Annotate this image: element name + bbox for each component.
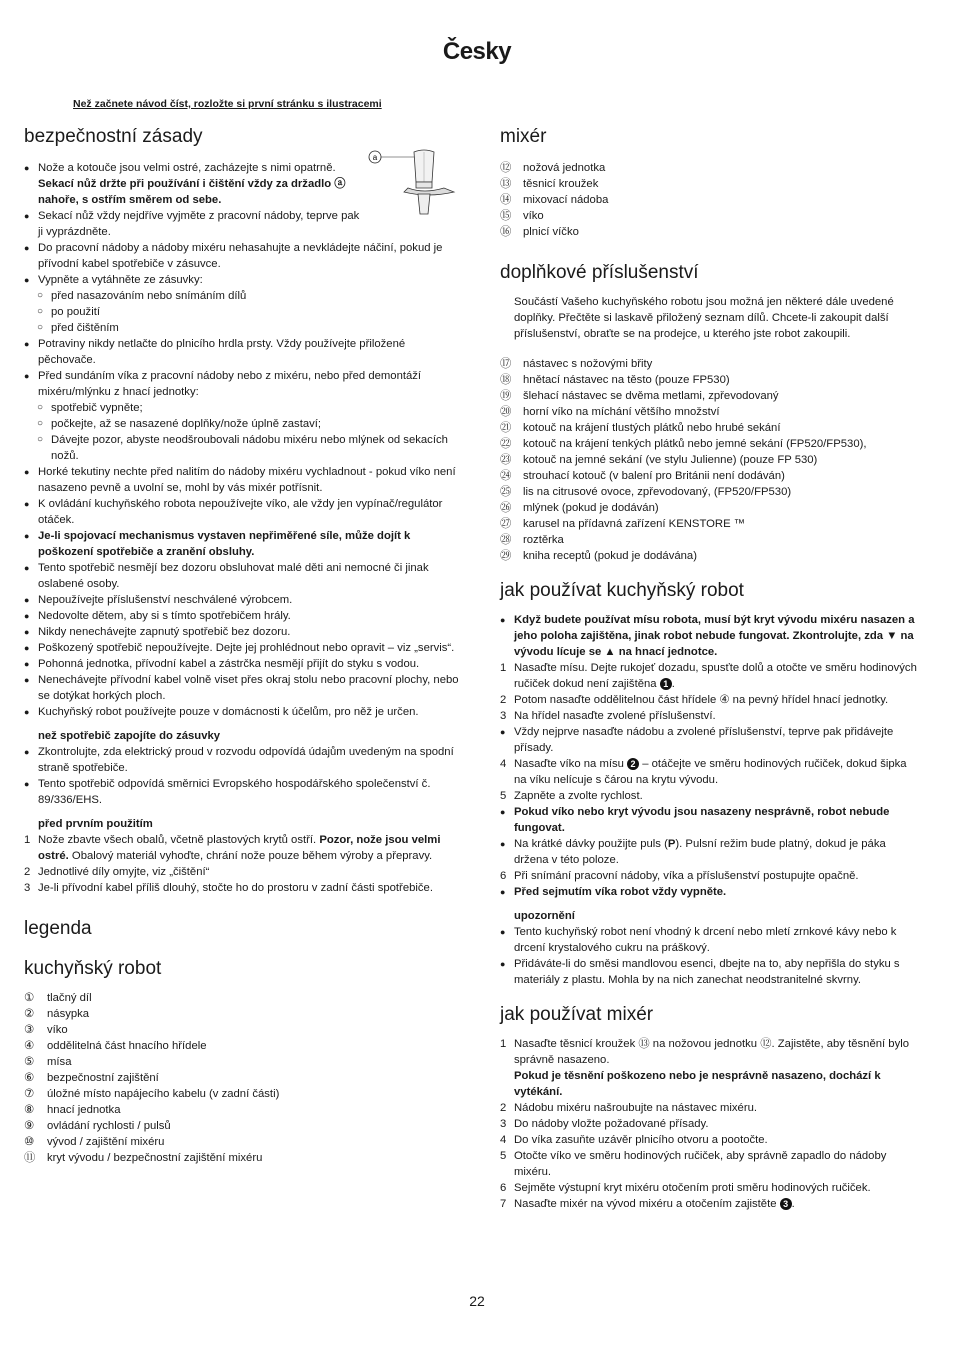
first-use-heading: před prvním použitím: [38, 818, 153, 830]
safety-bullet: [24, 672, 460, 704]
safety-text: Nedovolte dětem, aby si s tímto spotřebičem hrály.: [38, 610, 291, 622]
step-text: – otáčejte ve směru hodinových ručiček, dokud šipka na víku nelícuje s čárou na krytu vývodu.: [514, 758, 907, 786]
legend-number: ㉙: [500, 550, 512, 562]
step-text: Obalový materiál vyhoďte, chrání nože pouze během výroby a přepravy.: [71, 850, 433, 862]
step-text: Jednotlivé díly omyjte, viz „čištění“: [38, 866, 210, 878]
step-text: Je-li přívodní kabel příliš dlouhý, stočte ho do prostoru v zadní části spotřebiče.: [38, 882, 433, 894]
legend-label: násypka: [47, 1008, 90, 1020]
legend-number: ㉘: [500, 534, 512, 546]
legend-item: [24, 990, 460, 1006]
safety-bullet: [24, 272, 460, 288]
safety-text: Sekací nůž vždy nejdříve vyjměte z pracovní nádoby, teprve pak ji vyprázdněte.: [38, 210, 360, 238]
step-text-bold: Pokud je těsnění poškozeno nebo je nesprávně nasazeno, dochází k vytékání.: [514, 1070, 881, 1098]
step-text: Nasaďte víko na mísu: [514, 758, 624, 770]
legend-item: [500, 224, 920, 240]
bullet-text-bold: Pokud víko nebo kryt vývodu jsou nasazeny nesprávně, robot nebude fungovat.: [514, 806, 890, 834]
step-text: Na hřídel nasaďte zvolené příslušenství.: [514, 710, 716, 722]
safety-sub-bullet: ○ po použití: [24, 304, 460, 320]
plug-bullet: [24, 744, 460, 776]
legend-item: [24, 1086, 460, 1102]
legend-label: lis na citrusové ovoce, zpřevodovaný, (FP520/FP530): [523, 486, 792, 498]
plug-text: Tento spotřebič odpovídá směrnici Evropského hospodářského společenství č. 89/336/EHS.: [38, 778, 431, 806]
legend-number: ⑧: [24, 1104, 35, 1116]
plug-text: Zkontrolujte, zda elektrický proud v rozvodu odpovídá údajům uvedeným na spodní straně spotřebiče.: [38, 746, 454, 774]
legend-number: ㉑: [500, 422, 512, 434]
safety-bullet: [24, 208, 460, 240]
use-robot-step: 5 Zapněte a zvolte rychlost.: [500, 790, 643, 802]
bullet-text: ). Pulsní režim bude platný, dokud je páka držena v této poloze.: [514, 838, 886, 866]
use-mixer-step: 4 Do víka zasuňte uzávěr plnicího otvoru a pootočte.: [500, 1134, 768, 1146]
step-text-bold: Pozor, nože jsou velmi ostré.: [38, 834, 441, 862]
step-badge-icon: 1: [660, 678, 672, 690]
legend-number: ㉕: [500, 486, 512, 498]
legend-item: [24, 1022, 460, 1038]
safety-bullet: [24, 528, 460, 560]
legend-label: mixovací nádoba: [523, 194, 609, 206]
legend-item: [24, 1118, 460, 1134]
legend-label: těsnicí kroužek: [523, 178, 599, 190]
legend-item: [500, 176, 920, 192]
use-robot-bullet: [500, 884, 920, 900]
legend-label: strouhací kotouč (v balení pro Británii není dodáván): [523, 470, 785, 482]
warning-heading: upozornění: [514, 910, 575, 922]
legend-label: ovládání rychlosti / pulsů: [47, 1120, 171, 1132]
use-robot-step: 4 Nasaďte víko na mísu 2 – otáčejte ve směru hodinových ručiček, dokud šipka na víku nelícuje s čárou na krytu vývodu.: [500, 758, 907, 786]
bullet-text: Na krátké dávky použijte puls (: [514, 838, 668, 850]
legend-label: bezpečnostní zajištění: [47, 1072, 159, 1084]
safety-bullet: [24, 336, 460, 368]
legend-number: ⑳: [500, 406, 512, 418]
step-text: Nasaďte těsnicí kroužek ⑬ na nožovou jednotku ⑫. Zajistěte, aby těsnění bylo správně nasazeno.: [514, 1038, 910, 1066]
legend-label: šlehací nástavec se dvěma metlami, zpřevodovaný: [523, 390, 779, 402]
legend-number: ⑲: [500, 390, 512, 402]
warning-text: Tento kuchyňský robot není vhodný k drcení nebo mletí zrnkové kávy nebo k drcení krystalového cukru na práškový.: [514, 926, 897, 954]
legend-label: mlýnek (pokud je dodáván): [523, 502, 659, 514]
legend-number: ㉗: [500, 518, 512, 530]
legend-item: [500, 548, 920, 564]
legend-label: kotouč na krájení tenkých plátků nebo jemné sekání (FP520/FP530),: [523, 438, 867, 450]
intro-text: Když budete používat mísu robota, musí být kryt vývodu mixéru nasazen a jeho poloha zajištěna, jinak robot nebude fungovat. Zkontrolujte, zda ▼ na vývodu lícuje se ▲ na hnací jednotce.: [514, 614, 915, 658]
warning-bullet: [500, 956, 920, 988]
legend-number: ⑫: [500, 162, 512, 174]
legend-number: ⑯: [500, 226, 512, 238]
legend-number: ㉒: [500, 438, 512, 450]
legend-label: kniha receptů (pokud je dodávána): [523, 550, 697, 562]
use-robot-intro: [500, 612, 920, 660]
safety-bullet: [24, 592, 460, 608]
legend-number: ⑥: [24, 1072, 35, 1084]
legend-label: nožová jednotka: [523, 162, 606, 174]
safety-text-bold: Sekací nůž držte při používání i čištění vždy za držadlo ⓐ nahoře, s ostřím směrem od sebe.: [38, 178, 346, 206]
step-text: Při snímání pracovní nádoby, víka a příslušenství postupujte opačně.: [514, 870, 859, 882]
safety-bullet: [24, 560, 460, 592]
safety-sub-bullet: ○ spotřebič vypněte;: [24, 400, 460, 416]
legend-number: ㉖: [500, 502, 512, 514]
safety-text-bold: Je-li spojovací mechanismus vystaven nepřiměřené síle, může dojít k poškození spotřebiče a zranění obsluhy.: [38, 530, 411, 558]
step-text: Potom nasaďte oddělitelnou část hřídele ④ na pevný hřídel hnací jednotky.: [514, 694, 889, 706]
safety-text: Nepoužívejte příslušenství neschválené výrobcem.: [38, 594, 293, 606]
warning-text: Přidáváte-li do směsi mandlovou esenci, dbejte na to, aby nepřišla do styku s materiály z plastu. Mohla by na nich zanechat neodstranitelné skvrny.: [514, 958, 900, 986]
step-text: Nádobu mixéru našroubujte na nástavec mixéru.: [514, 1102, 758, 1114]
legend-label: plnicí víčko: [523, 226, 579, 238]
legend-item: [500, 388, 920, 404]
safety-bullet: [24, 368, 460, 400]
use-mixer-step: 1 Nasaďte těsnicí kroužek ⑬ na nožovou jednotku ⑫. Zajistěte, aby těsnění bylo správně nasazeno. Pokud je těsnění poškozeno nebo je nesprávně nasazeno, dochází k vytékání.: [500, 1038, 910, 1098]
accessories-intro: Součástí Vašeho kuchyňského robotu jsou možná jen některé dále uvedené doplňky. Přečtěte si laskavě přiložený seznam dílů. Chcete-li zakoupit další příslušenství, obraťte se na prodejce, u kterého jste robot zakoupili.: [514, 296, 894, 340]
legend-number: ④: [24, 1040, 35, 1052]
safety-sub-bullet: ○ před nasazováním nebo snímáním dílů: [24, 288, 460, 304]
legend-item: [500, 452, 920, 468]
legend-item: [500, 436, 920, 452]
safety-text: Nenechávejte přívodní kabel volně viset přes okraj stolu nebo pracovní plochy, nebo se dotýkat horkých ploch.: [38, 674, 459, 702]
bullet-text-bold: Před sejmutím víka robot vždy vypněte.: [514, 886, 727, 898]
safety-bullet: [24, 240, 460, 272]
legend-item: [500, 404, 920, 420]
safety-bullet: [24, 464, 460, 496]
mixer-heading: mixér: [500, 126, 547, 147]
safety-bullet: [24, 496, 460, 528]
use-robot-step: 6 Při snímání pracovní nádoby, víka a příslušenství postupujte opačně.: [500, 870, 859, 882]
legend-label: oddělitelná část hnacího hřídele: [47, 1040, 207, 1052]
mixer-legend-list: [500, 160, 920, 240]
use-robot-step: 2 Potom nasaďte oddělitelnou část hřídele ④ na pevný hřídel hnací jednotky.: [500, 694, 889, 706]
legend-item: [24, 1102, 460, 1118]
legend-item: [500, 356, 920, 372]
legend-number: ⑭: [500, 194, 512, 206]
use-robot-heading: jak používat kuchyňský robot: [500, 580, 744, 601]
legend-label: karusel na přídavná zařízení KENSTORE ™: [523, 518, 746, 530]
safety-text: Do pracovní nádoby a nádoby mixéru nehasahujte a nevkládejte náčiní, pokud je přívodní kabel spotřebiče v zásuvce.: [38, 242, 443, 270]
legend-label: hnací jednotka: [47, 1104, 121, 1116]
legend-number: ⑨: [24, 1120, 35, 1132]
legend-number: ②: [24, 1008, 35, 1020]
legend-item: [500, 372, 920, 388]
robot-legend-heading: kuchyňský robot: [24, 958, 162, 979]
safety-bullet: [24, 640, 460, 656]
use-robot-step: 1 Nasaďte mísu. Dejte rukojeť dozadu, spusťte dolů a otočte ve směru hodinových ručiček dokud není zajištěna 1 .: [500, 662, 917, 690]
step-badge-icon: 2: [627, 758, 639, 770]
safety-bullet: [24, 608, 460, 624]
first-use-step: 1 Nože zbavte všech obalů, včetně plastových krytů ostří. Pozor, nože jsou velmi ostré. Obalový materiál vyhoďte, chrání nože pouze během výroby a přepravy.: [24, 834, 441, 862]
legend-number: ⑰: [500, 358, 512, 370]
safety-text: Horké tekutiny nechte před nalitím do nádoby mixéru vychladnout - pokud víko není nasazeno pevně a uvolní se, mohl by vás mixér potřísnit.: [38, 466, 456, 494]
legend-number: ⑩: [24, 1136, 35, 1148]
step-text: Sejměte výstupní kryt mixéru otočením proti směru hodinových ručiček.: [514, 1182, 871, 1194]
legend-number: ⑬: [500, 178, 512, 190]
illustration-label: a: [372, 153, 378, 162]
legend-item: [24, 1006, 460, 1022]
first-use-step: 2 Jednotlivé díly omyjte, viz „čištění“: [24, 866, 210, 878]
safety-sub-bullet: ○ Dávejte pozor, abyste neodšroubovali nádobu mixéru nebo mlýnek od sekacích nožů.: [24, 432, 460, 464]
legend-number: ⑮: [500, 210, 512, 222]
legend-item: [500, 420, 920, 436]
step-text: Otočte víko ve směru hodinových ručiček, aby správně zapadlo do nádoby mixéru.: [514, 1150, 887, 1178]
safety-text: Poškozený spotřebič nepoužívejte. Dejte jej prohlédnout nebo opravit – viz „servis“.: [38, 642, 455, 654]
instruction-note: Než začnete návod číst, rozložte si první stránku s ilustracemi: [73, 98, 382, 110]
use-robot-bullet: [500, 724, 920, 756]
step-text: Nasaďte mísu. Dejte rukojeť dozadu, spusťte dolů a otočte ve směru hodinových ručiček dokud není zajištěna: [514, 662, 917, 690]
legend-number: ⑪: [24, 1152, 36, 1164]
legend-number: ㉔: [500, 470, 512, 482]
safety-bullet: [24, 704, 460, 720]
accessories-heading: doplňkové příslušenství: [500, 262, 699, 283]
legend-label: víko: [523, 210, 544, 222]
right-column: [500, 124, 920, 1212]
legend-number: ㉓: [500, 454, 512, 466]
use-mixer-heading: jak používat mixér: [500, 1004, 654, 1025]
safety-text: Nože a kotouče jsou velmi ostré, zacházejte s nimi opatrně.: [38, 162, 336, 174]
legend-item: [24, 1038, 460, 1054]
legend-item: [500, 468, 920, 484]
use-robot-bullet: [500, 804, 920, 836]
legend-number: ⑱: [500, 374, 512, 386]
use-mixer-step: 2 Nádobu mixéru našroubujte na nástavec mixéru.: [500, 1102, 758, 1114]
legend-number: ③: [24, 1024, 35, 1036]
plug-heading: než spotřebič zapojíte do zásuvky: [38, 730, 221, 742]
legend-label: mísa: [47, 1056, 72, 1068]
legend-item: [500, 160, 920, 176]
accessories-list: [500, 356, 920, 564]
legend-label: kotouč na jemné sekání (ve stylu Julienne) (pouze FP 530): [523, 454, 818, 466]
legend-label: kryt vývodu / bezpečnostní zajištění mixéru: [47, 1152, 263, 1164]
legend-item: [500, 516, 920, 532]
plug-bullet: [24, 776, 460, 808]
safety-bullet: [24, 656, 460, 672]
use-robot-step: 3 Na hřídel nasaďte zvolené příslušenství.: [500, 710, 716, 722]
step-text: Do víka zasuňte uzávěr plnicího otvoru a pootočte.: [514, 1134, 768, 1146]
legend-label: kotouč na krájení tlustých plátků nebo hrubé sekání: [523, 422, 781, 434]
legend-item: [500, 192, 920, 208]
legend-item: [500, 500, 920, 516]
safety-bullet: [24, 160, 460, 208]
pulse-symbol: P: [667, 838, 676, 850]
use-mixer-step: 7 Nasaďte mixér na vývod mixéru a otočením zajistěte 3 .: [500, 1198, 795, 1210]
safety-text: Pohonná jednotka, přívodní kabel a zástrčka nesmějí přijít do styku s vodou.: [38, 658, 420, 670]
page-number: 22: [469, 1293, 485, 1309]
legend-label: tlačný díl: [47, 992, 92, 1004]
legend-item: [500, 484, 920, 500]
step-text: Zapněte a zvolte rychlost.: [514, 790, 643, 802]
safety-text: Potraviny nikdy netlačte do plnicího hrdla prsty. Vždy používejte přiložené pěchovače.: [38, 338, 406, 366]
step-badge-icon: 3: [780, 1198, 792, 1210]
use-mixer-step: 5 Otočte víko ve směru hodinových ručiček, aby správně zapadlo do nádoby mixéru.: [500, 1150, 887, 1178]
legend-label: hnětací nástavec na těsto (pouze FP530): [523, 374, 730, 386]
warning-bullet: [500, 924, 920, 956]
legend-item: [500, 532, 920, 548]
legend-label: vývod / zajištění mixéru: [47, 1136, 165, 1148]
robot-legend-list: [24, 990, 460, 1166]
safety-sub-bullet: ○ před čištěním: [24, 320, 460, 336]
legend-item: [500, 208, 920, 224]
first-use-step: 3 Je-li přívodní kabel příliš dlouhý, stočte ho do prostoru v zadní části spotřebiče.: [24, 882, 433, 894]
safety-bullet: [24, 624, 460, 640]
legend-label: úložné místo napájecího kabelu (v zadní části): [47, 1088, 280, 1100]
legend-label: víko: [47, 1024, 68, 1036]
safety-text: Nikdy nenechávejte zapnutý spotřebič bez dozoru.: [38, 626, 291, 638]
legend-number: ①: [24, 992, 35, 1004]
legend-item: [24, 1070, 460, 1086]
use-mixer-step: 3 Do nádoby vložte požadované přísady.: [500, 1118, 709, 1130]
legend-heading: legenda: [24, 918, 92, 939]
safety-sub-bullet: ○ počkejte, až se nasazené doplňky/nože úplně zastaví;: [24, 416, 460, 432]
legend-item: [24, 1054, 460, 1070]
safety-text: Tento spotřebič nesmějí bez dozoru obsluhovat malé děti ani nemocné či jinak oslabené osoby.: [38, 562, 429, 590]
left-column: [24, 124, 460, 1166]
use-robot-bullet: [500, 836, 920, 868]
legend-label: nástavec s nožovými břity: [523, 358, 653, 370]
legend-item: [24, 1150, 460, 1166]
legend-number: ⑦: [24, 1088, 35, 1100]
legend-label: roztěrka: [523, 534, 564, 546]
legend-item: [24, 1134, 460, 1150]
page-title: Česky: [442, 38, 512, 65]
bullet-text: Vždy nejprve nasaďte nádobu a zvolené příslušenství, teprve pak přidávejte přísady.: [514, 726, 894, 754]
safety-text: Před sundáním víka z pracovní nádoby nebo z mixéru, nebo před demontáží mixéru/mlýnku z hnací jednotky:: [38, 370, 422, 398]
safety-text: Vypněte a vytáhněte ze zásuvky:: [38, 274, 203, 286]
legend-label: horní víko na míchání většího množství: [523, 406, 720, 418]
safety-text: K ovládání kuchyňského robota nepoužívejte víko, ale vždy jen vypínač/regulátor otáček.: [38, 498, 443, 526]
safety-heading: bezpečnostní zásady: [24, 126, 203, 147]
legend-number: ⑤: [24, 1056, 35, 1068]
step-text: Do nádoby vložte požadované přísady.: [514, 1118, 709, 1130]
step-text: Nasaďte mixér na vývod mixéru a otočením zajistěte: [514, 1198, 777, 1210]
step-text: Nože zbavte všech obalů, včetně plastových krytů ostří.: [38, 834, 317, 846]
safety-text: Kuchyňský robot používejte pouze v domácnosti k účelům, pro něž je určen.: [38, 706, 419, 718]
use-mixer-step: 6 Sejměte výstupní kryt mixéru otočením proti směru hodinových ručiček.: [500, 1182, 871, 1194]
